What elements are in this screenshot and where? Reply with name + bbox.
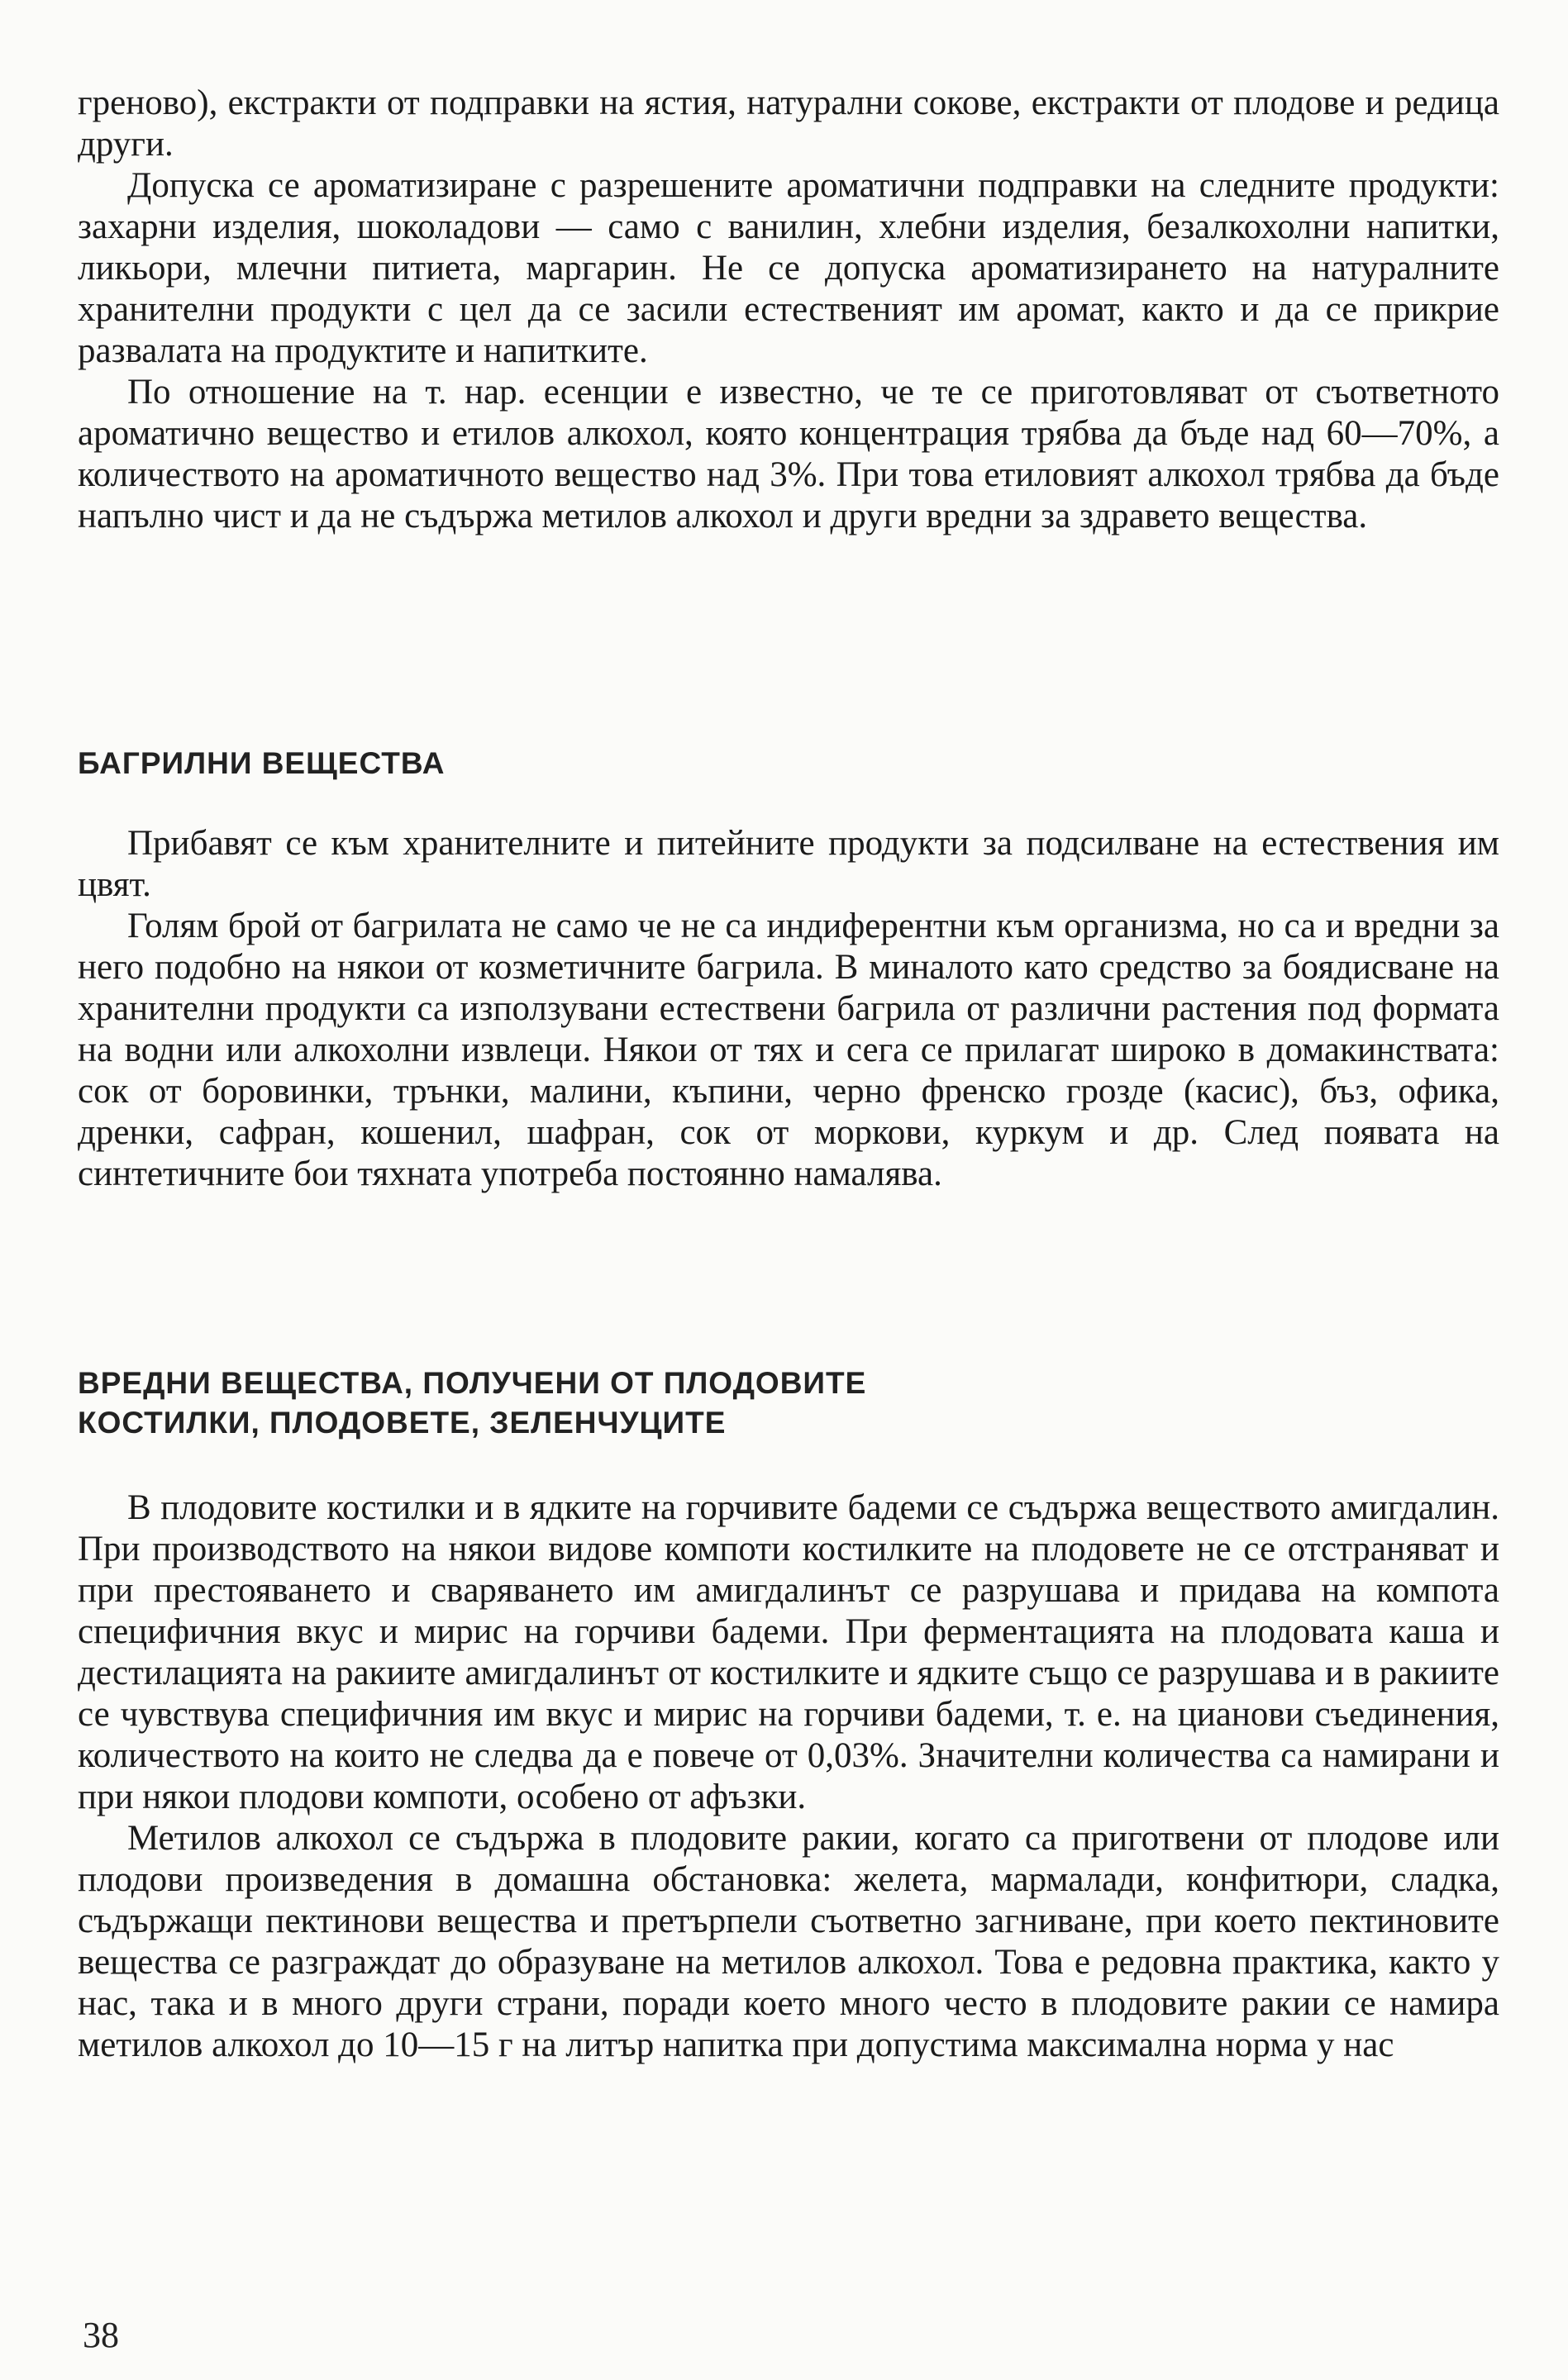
page-number: 38 xyxy=(83,2315,119,2355)
section-heading-harmful xyxy=(78,1364,1499,1443)
paragraph-amygdalin: В плодовите костилки и в ядките на горчивите бадеми се съдържа веществото амигдалин. При производството на някои видове компоти костилките на плодовете не се отстраняват и при престояването и свaрявaнeтo им амигдалинът се разрушава и придава на компота специфичния вкус и мирис на горчиви бадеми. При ферментацията на плодовата каша и дестилацията на ракиите амигдалинът от костилките и ядките също се разрушава и в ракиите се чувствува специфичния им вкус и мирис на горчиви бадеми, т. е. на цианови съединения, количеството на които не следва да е повече от 0,03%. Значителни количества са намирани и при някои плодови компоти, особено от афъзки. xyxy=(78,1488,1499,1816)
paragraph-dyes-purpose: Прибавят се към хранителните и питейните продукти за подсилване на естествения им цвят. xyxy=(78,824,1499,904)
paragraph-methanol: Метилов алкохол се съдържа в плодовите ракии, когато са приготвени от плодове или плодови произведения в домашна обстановка: желета, мармалади, конфитюри, сладка, съдържащи пектинови вещества и претърпели съответно загниване, при което пектиновите вещества се разграждат до образуване на метилов алкохол. Това е редовна практика, както у нас, така и в много други страни, поради което много често в плодовите ракии се намира метилов алкохол до 10—15 г на литър напитка при допустима максимална норма у нас xyxy=(78,1819,1499,2064)
section-heading-dyes: БАГРИЛНИ ВЕЩЕСТВА xyxy=(78,746,446,780)
section-dyes-body xyxy=(78,823,1499,1195)
section-harmful-body xyxy=(78,1488,1499,2066)
section-heading-harmful-line2: КОСТИЛКИ, ПЛОДОВЕТЕ, ЗЕЛЕНЧУЦИТЕ xyxy=(78,1406,727,1440)
paragraph-aromatization: Допуска се ароматизиране с разрешените ароматични подправки на следните продукти: захарни изделия, шоколадови — само с ванилин, хлебни изделия, безалкохолни напитки, ликьори, млечни питиета, маргарин. Не се допуска ароматизирането на натуралните хранителни продукти с цел да се засили естественият им аромат, както и да се прикрие развалата на продуктите и напитките. xyxy=(78,166,1499,370)
intro-text-block xyxy=(78,83,1499,537)
section-heading-harmful-line1: ВРЕДНИ ВЕЩЕСТВА, ПОЛУЧЕНИ ОТ ПЛОДОВИТЕ xyxy=(78,1366,867,1400)
paragraph-dyes-history: Голям брой от багрилата не само че не са индиферентни към организма, но са и вредни за него подобно на някои от козметичните багрила. В миналото като средство за боядисване на хранителни продукти са използувани естествени багрила от различни растения под формата на водни или алкохолни извлеци. Някои от тях и сега се прилагат широко в домакинствата: сок от боровинки, трънки, малини, къпини, черно френско грозде (касис), бъз, офика, дренки, сафран, кошенил, шафран, сок от моркови, куркум и др. След появата на синтетичните бои тяхната употреба постоянно намалява. xyxy=(78,907,1499,1193)
section-dyes xyxy=(78,744,1499,783)
paragraph-essences: По отношение на т. нар. есенции е известно, че те се приготовляват от съответното ароматично вещество и етилов алкохол, която концентрация трябва да бъде над 60—70%, а количеството на ароматичното вещество над 3%. При това етиловият алкохол трябва да бъде напълно чист и да не съдържа метилов алкохол и други вредни за здравето вещества. xyxy=(78,373,1499,536)
section-harmful xyxy=(78,1364,1499,1443)
paragraph-continuation: греново), екстракти от подправки на ястия, натурални сокове, екстракти от плодове и редица други. xyxy=(78,83,1499,164)
